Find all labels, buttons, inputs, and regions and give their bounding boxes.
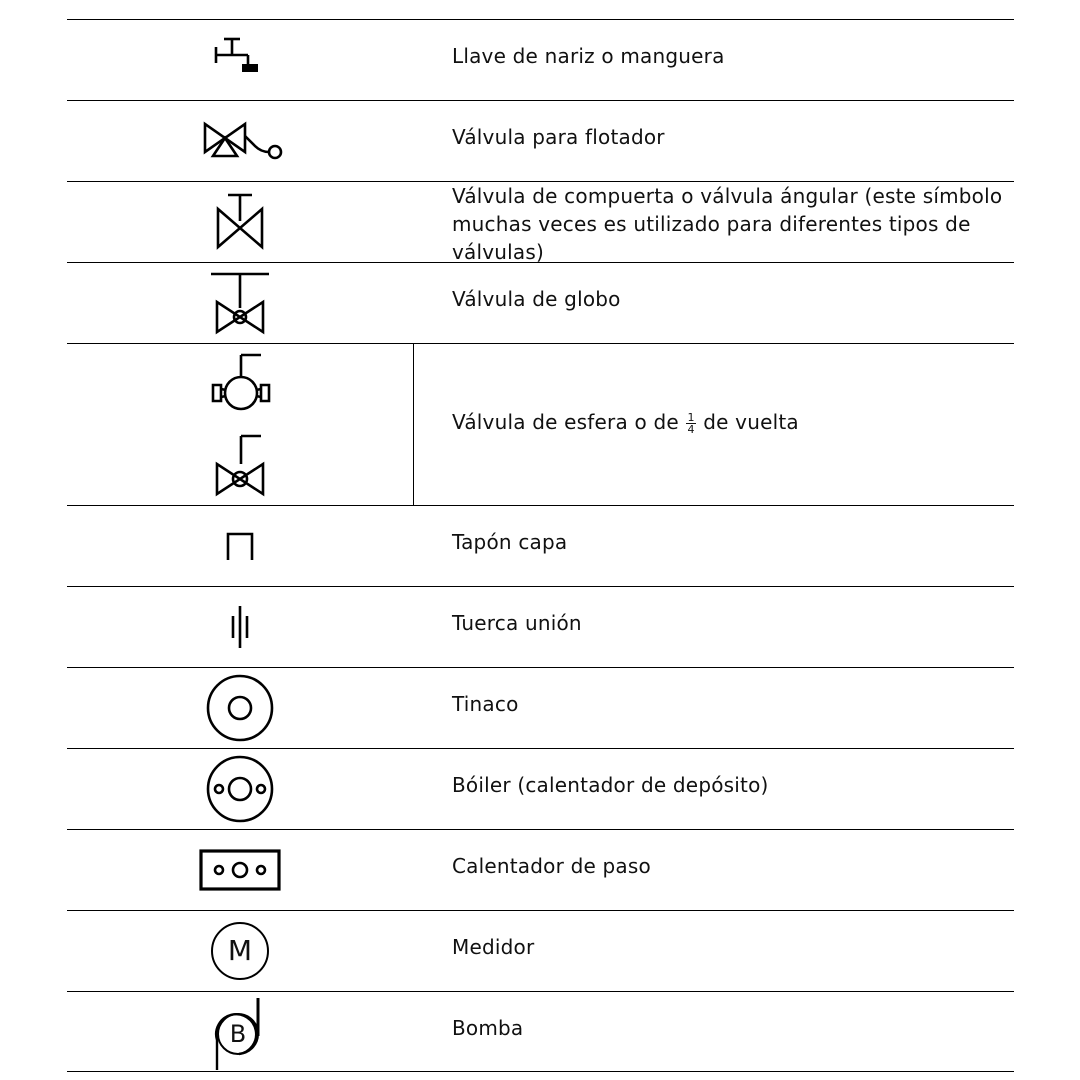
table-row [67, 991, 1014, 1072]
symbol-description: Calentador de paso [452, 854, 651, 878]
symbol-description: Válvula de esfera o de $\frac{1}{4}$ de vuelta [452, 410, 799, 436]
symbol-description: Llave de nariz o manguera [452, 44, 725, 68]
meter-icon [67, 911, 413, 991]
table-row [67, 505, 1014, 586]
table-row [67, 667, 1014, 748]
ball-valve-icon [205, 351, 275, 417]
water-tank-icon [67, 668, 413, 748]
symbol-description: Tuerca unión [452, 611, 582, 635]
column-divider [413, 344, 414, 505]
symbol-description: Válvula para flotador [452, 125, 665, 149]
table-row [67, 100, 1014, 181]
table-row [67, 748, 1014, 829]
instant-heater-icon [67, 830, 413, 910]
symbol-description: Tinaco [452, 692, 519, 716]
table-row [67, 910, 1014, 991]
symbol-description: Válvula de globo [452, 287, 621, 311]
symbol-description: Medidor [452, 935, 535, 959]
union-nut-icon [67, 587, 413, 667]
boiler-icon [67, 749, 413, 829]
symbol-description: Bóiler (calentador de depósito) [452, 773, 769, 797]
symbol-description: Bomba [452, 1016, 524, 1040]
table-row [67, 343, 1014, 505]
cap-plug-icon [67, 506, 413, 586]
hose-faucet-icon [67, 20, 413, 100]
table-row [67, 829, 1014, 910]
table-row [67, 181, 1014, 262]
table-row [67, 19, 1014, 100]
float-valve-icon [67, 101, 413, 181]
gate-valve-icon [67, 182, 413, 262]
fraction: $\frac{1}{4}$ [687, 411, 695, 436]
symbol-table [67, 19, 1014, 1072]
symbol-description: Tapón capa [452, 530, 568, 554]
ball-valve-icon [67, 344, 413, 505]
table-row [67, 586, 1014, 667]
globe-valve-icon [67, 263, 413, 343]
table-row [67, 262, 1014, 343]
meter-letter: M [227, 934, 253, 967]
symbol-description: Válvula de compuerta o válvula ángular (este símbolo muchas veces es utilizado para diferentes tipos de válvulas) [452, 184, 1003, 264]
pump-letter: B [229, 1019, 247, 1048]
pump-icon [67, 992, 413, 1071]
ball-valve-alt-icon [205, 432, 275, 498]
